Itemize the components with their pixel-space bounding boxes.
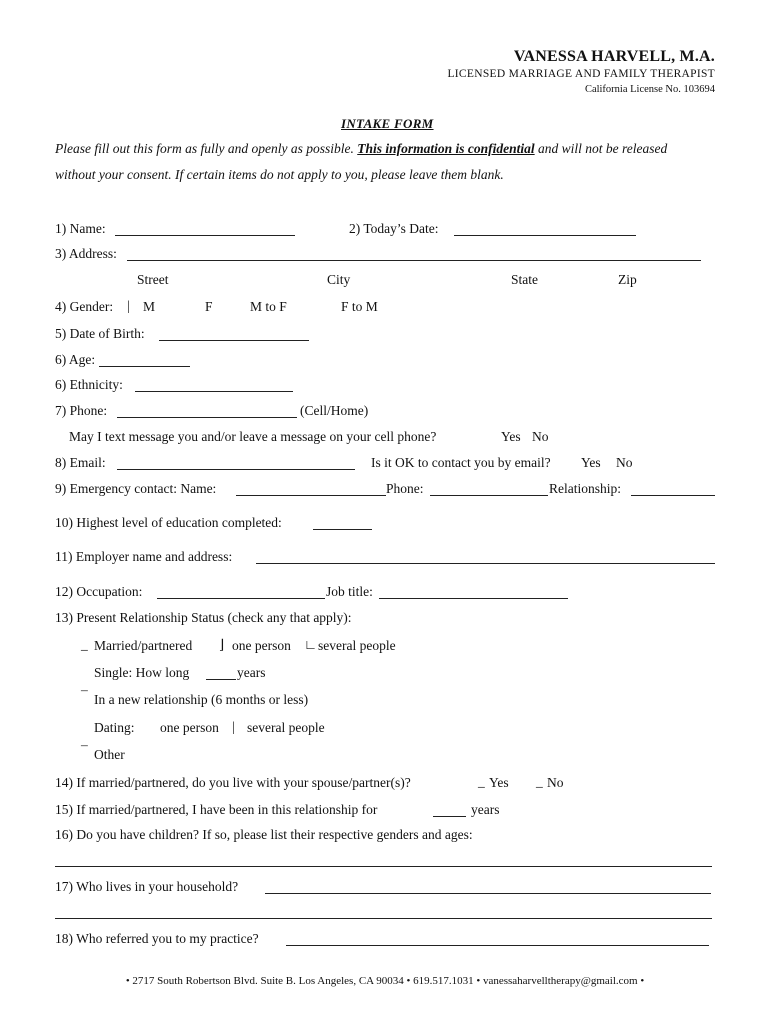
text-message-question: May I text message you and/or leave a message on your cell phone? — [69, 429, 437, 444]
single-option[interactable]: Single: How long — [94, 665, 190, 680]
checkbox-mark[interactable]: _ — [81, 637, 88, 652]
checkbox-mark[interactable]: ⌋ — [219, 637, 225, 652]
other-option[interactable]: Other — [94, 747, 125, 762]
email-field[interactable] — [117, 469, 355, 470]
occupation-field[interactable] — [157, 598, 325, 599]
therapist-name: VANESSA HARVELL, M.A. — [513, 48, 715, 65]
checkbox-mark[interactable]: _ — [478, 774, 485, 789]
phone-label: 7) Phone: — [55, 403, 108, 418]
education-field[interactable] — [313, 529, 372, 530]
email-contact-question: Is it OK to contact you by email? — [371, 455, 551, 470]
q14-no-option[interactable]: No — [547, 775, 564, 790]
age-label: 6) Age: — [55, 352, 96, 367]
address-label: 3) Address: — [55, 246, 117, 261]
gender-option-f[interactable]: F — [205, 299, 213, 314]
q18-answer-field[interactable] — [286, 945, 709, 946]
gender-option-m[interactable]: M — [143, 299, 156, 314]
q17-label: 17) Who lives in your household? — [55, 879, 239, 894]
emergency-phone-field[interactable] — [430, 495, 548, 496]
checkbox-mark[interactable]: _ — [536, 774, 543, 789]
dating-several-people-option[interactable]: several people — [247, 720, 325, 735]
text-message-yes[interactable]: Yes — [501, 429, 521, 444]
email-contact-no[interactable]: No — [616, 455, 633, 470]
emergency-relationship-label: Relationship: — [549, 481, 621, 496]
address-field[interactable] — [127, 260, 701, 261]
job-title-field[interactable] — [379, 598, 568, 599]
employer-label: 11) Employer name and address: — [55, 549, 233, 564]
therapist-title: LICENSED MARRIAGE AND FAMILY THERAPIST — [447, 68, 715, 80]
footer-contact: • 2717 South Robertson Blvd. Suite B. Los Angeles, CA 90034 • 619.517.1031 • vanessaharvelltherapy@gmail.com • — [125, 975, 645, 987]
emergency-phone-label: Phone: — [386, 481, 424, 496]
intro-line-2: without your consent. If certain items do not apply to you, please leave them blank. — [55, 167, 504, 182]
married-one-person-option[interactable]: one person — [232, 638, 291, 653]
q16-label: 16) Do you have children? If so, please list their respective genders and ages: — [55, 827, 473, 842]
q15-years-label: years — [471, 802, 500, 817]
today-date-label: 2) Today’s Date: — [349, 221, 439, 236]
single-years-label: years — [237, 665, 266, 680]
checkbox-mark[interactable]: ¯ — [81, 744, 88, 759]
text-message-no[interactable]: No — [532, 429, 549, 444]
new-relationship-option[interactable]: In a new relationship (6 months or less) — [94, 692, 309, 707]
emergency-relationship-field[interactable] — [631, 495, 715, 496]
email-label: 8) Email: — [55, 455, 106, 470]
employer-field[interactable] — [256, 563, 715, 564]
q18-label: 18) Who referred you to my practice? — [55, 931, 259, 946]
address-street-label: Street — [137, 272, 169, 287]
dating-label: Dating: — [94, 720, 135, 735]
name-label: 1) Name: — [55, 221, 106, 236]
emergency-contact-label: 9) Emergency contact: Name: — [55, 481, 217, 496]
job-title-label: Job title: — [326, 584, 373, 599]
intro-line-1: Please fill out this form as fully and openly as possible. This information is confidential and will not be released — [55, 141, 668, 156]
phone-field[interactable] — [117, 417, 297, 418]
checkbox-mark[interactable]: ¯ — [81, 689, 88, 704]
q14-label: 14) If married/partnered, do you live with your spouse/partner(s)? — [55, 775, 411, 790]
phone-type-label: (Cell/Home) — [300, 403, 369, 418]
address-city-label: City — [327, 272, 351, 287]
q15-years-field[interactable] — [433, 816, 466, 817]
q17-answer-field-2[interactable] — [55, 918, 712, 919]
relationship-status-label: 13) Present Relationship Status (check any that apply): — [55, 610, 352, 625]
single-years-field[interactable] — [206, 679, 236, 680]
address-zip-label: Zip — [618, 272, 637, 287]
q15-label: 15) If married/partnered, I have been in this relationship for — [55, 802, 378, 817]
form-title: INTAKE FORM — [341, 116, 434, 131]
education-label: 10) Highest level of education completed: — [55, 515, 282, 530]
ethnicity-label: 6) Ethnicity: — [55, 377, 123, 392]
married-option[interactable]: Married/partnered — [94, 638, 193, 653]
address-state-label: State — [511, 272, 538, 287]
today-date-field[interactable] — [454, 235, 636, 236]
q17-answer-field[interactable] — [265, 893, 711, 894]
email-contact-yes[interactable]: Yes — [581, 455, 601, 470]
license-number: California License No. 103694 — [584, 84, 715, 95]
age-field[interactable] — [99, 366, 190, 367]
checkbox-mark[interactable]: ∟ — [304, 637, 318, 652]
dob-label: 5) Date of Birth: — [55, 326, 145, 341]
gender-label: 4) Gender: — [55, 299, 114, 314]
name-field[interactable] — [115, 235, 295, 236]
dob-field[interactable] — [159, 340, 309, 341]
gender-option-f-to-m[interactable]: F to M — [341, 299, 378, 314]
ethnicity-field[interactable] — [135, 391, 293, 392]
checkbox-mark[interactable]: | — [127, 298, 130, 313]
dating-one-person-option[interactable]: one person — [160, 720, 219, 735]
emergency-name-field[interactable] — [236, 495, 386, 496]
gender-option-m-to-f[interactable]: M to F — [250, 299, 287, 314]
q14-yes-option[interactable]: Yes — [489, 775, 509, 790]
checkbox-mark[interactable]: | — [232, 719, 235, 734]
q16-answer-field[interactable] — [55, 866, 712, 867]
occupation-label: 12) Occupation: — [55, 584, 143, 599]
married-several-people-option[interactable]: several people — [318, 638, 396, 653]
